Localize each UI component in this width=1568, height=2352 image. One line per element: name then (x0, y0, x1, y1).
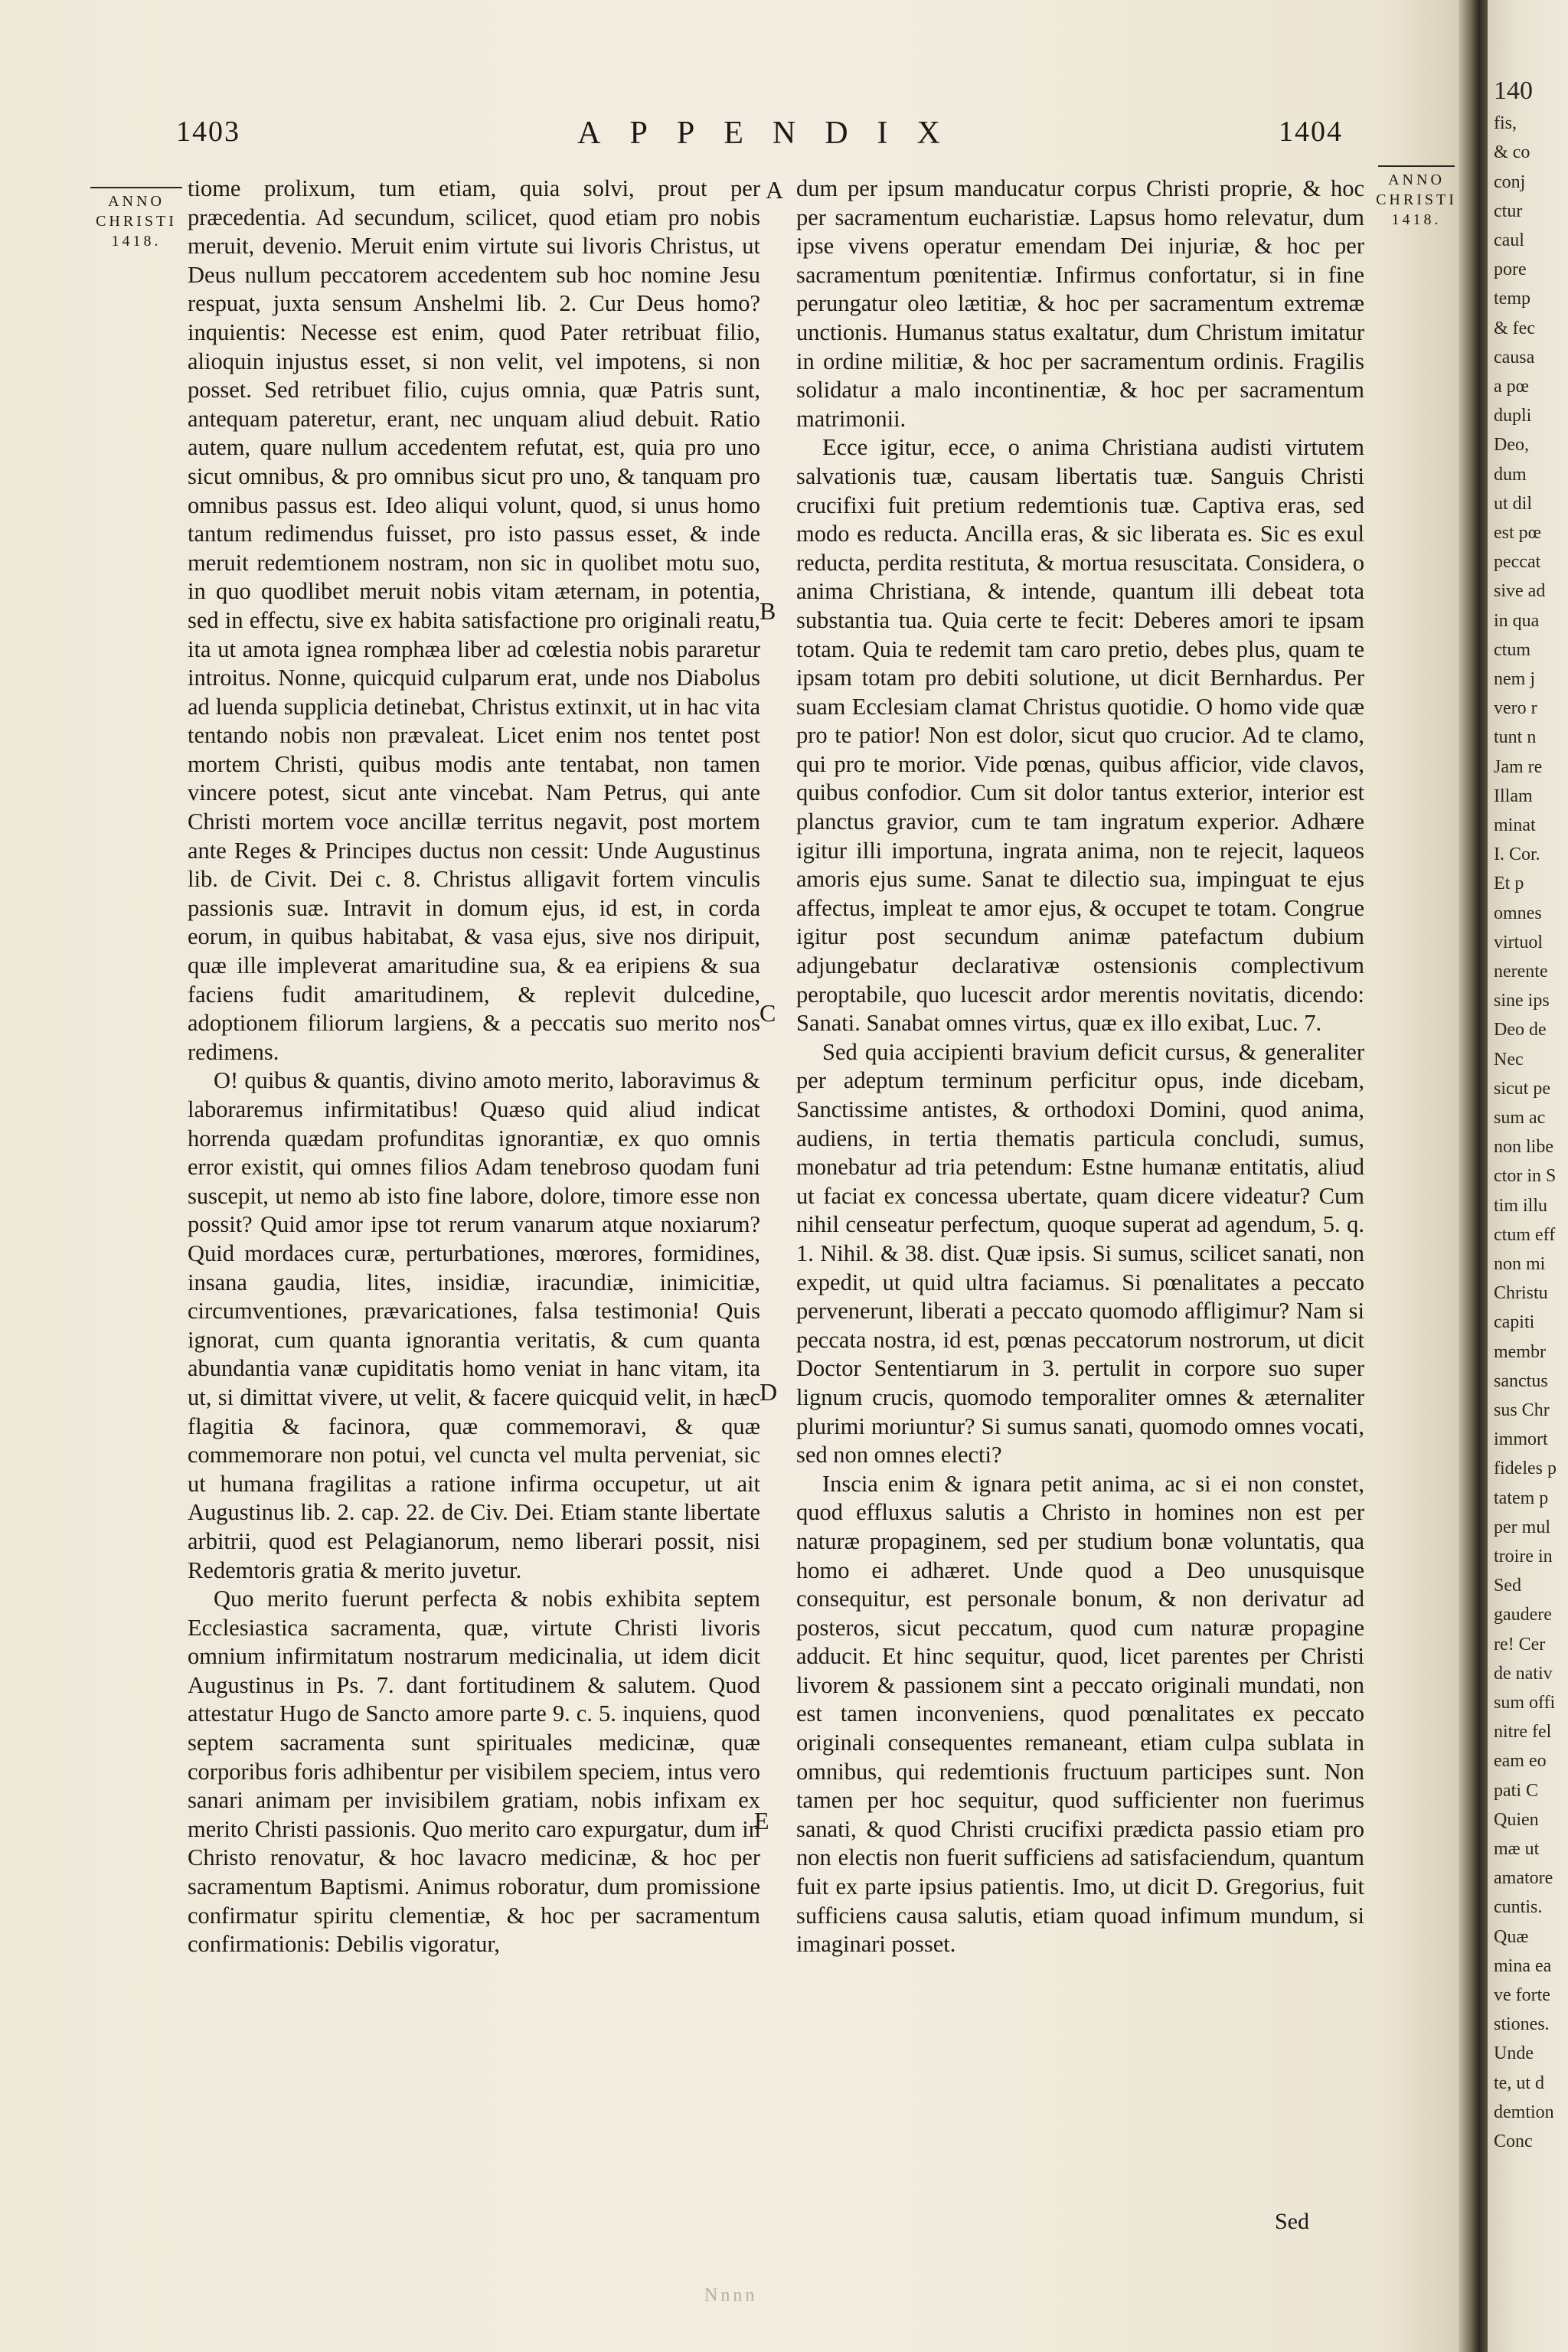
adjacent-page-fragment: causa (1494, 347, 1535, 368)
adjacent-page-fragment: immort (1494, 1429, 1548, 1450)
adjacent-page-fragment: troire in (1494, 1547, 1553, 1566)
margin-year: 1418. (1391, 211, 1442, 228)
adjacent-page-fragment: sum ac (1494, 1108, 1546, 1128)
adjacent-page-fragment: I. Cor. (1494, 844, 1540, 865)
adjacent-page-fragment: Quæ (1494, 1926, 1529, 1947)
adjacent-page-fragment: tatem p (1494, 1488, 1549, 1508)
section-letter-d: D (760, 1378, 778, 1406)
adjacent-page-fragment: Illam (1494, 786, 1533, 806)
adjacent-page-fragment: Christu (1494, 1283, 1548, 1304)
adjacent-page-fragment: Jam re (1494, 756, 1543, 777)
adjacent-page-fragment: non libe (1494, 1137, 1553, 1158)
adjacent-page-fragment: nerente (1494, 962, 1548, 982)
margin-anno: ANNO (1388, 172, 1445, 188)
adjacent-page-fragment: conj (1494, 172, 1526, 192)
adjacent-page-fragment: pore (1494, 260, 1527, 280)
adjacent-page-fragment: minat (1494, 815, 1536, 835)
adjacent-page-fragment: 140 (1494, 77, 1533, 105)
adjacent-page-fragment: Deo, (1494, 435, 1529, 456)
section-letter-a: A (766, 176, 784, 204)
right-page-number: 1404 (1279, 116, 1343, 148)
section-letter-c: C (760, 999, 776, 1027)
adjacent-page-fragment: ctum (1494, 639, 1530, 660)
adjacent-page-fragment: stiones. (1494, 2014, 1550, 2035)
adjacent-page-fragment: ctum eff (1494, 1224, 1556, 1245)
adjacent-page-fragment: virtuol (1494, 932, 1543, 952)
margin-year: 1418. (111, 233, 162, 250)
margin-note-left (83, 187, 190, 251)
signature-mark: Nnnn (704, 2285, 758, 2305)
adjacent-page-fragment: fideles p (1494, 1459, 1557, 1479)
adjacent-page-fragment: sicut pe (1494, 1078, 1550, 1099)
margin-rule (1378, 165, 1455, 167)
adjacent-page-fragment: amatore (1494, 1868, 1553, 1889)
margin-christi: CHRISTI (96, 213, 177, 230)
paragraph: Sed quia accipienti bravium deficit cursus, & generaliter per adeptum terminum perficitur opus, inde dicebam, Sanctissime antistes, & orthodoxi Domini, quod anima, audiens, in tertia thematis particula concludi, sumus, monebatur ad tria petendum: Estne humanæ entitatis, aliud ut faciat ex concessa ubertate, quam dicere videatur? Cum nihil censeatur perfectum, quoque superat ad agendum, 5. q. 1. Nihil. & 38. dist. Quæ ipsis. Si sumus, scilicet sanati, non expedit, ut quid ultra faciamus. Si pœnalitates a peccato pervenerunt, liberati a peccato quomodo affligimur? Nam si peccata nostra, id est, pœnas peccatorum nostrorum, ut dicit Doctor Sententiarum in 3. pertulit in corpore suo super lignum crucis, quomodo temporaliter omnes & æternaliter plurimi moriuntur? Si sumus sanati, quomodo omnes vocati, sed non omnes electi? (796, 1038, 1364, 1468)
book-gutter (1459, 0, 1488, 2352)
adjacent-page-fragment: dum (1494, 464, 1527, 485)
margin-christi: CHRISTI (1376, 191, 1457, 208)
paragraph: tiome prolixum, tum etiam, quia solvi, prout per præcedentia. Ad secundum, scilicet, quod etiam pro nobis meruit, devenio. Meruit enim virtute sui livoris Christus, ut Deus nullum peccatorem accedentem sub hoc nomine Jesu respuat, juxta sensum Anshelmi lib. 2. Cur Deus homo? inquientis: Necesse est enim, quod Pater retribuat filio, alioquin injustus esset, si non velit, vel impotens, si non posset. Sed retribuet filio, cujus omnia, quæ Patris sunt, antequam pateretur, erant, nec unquam aliud debuit. Ratio autem, quare nullum accedentem refutat, est, quia pro uno sicut omnibus, & pro omnibus sicut pro uno, & tanquam pro omnibus passus est. Ideo aliqui volunt, quod, si unus homo tantum redimendus fuisset, pro isto passus esset, & inde meruit redemtionem nostram, non sic in quolibet motu suo, in quo quodlibet meruit nobis vitam æternam, in potentia, sed in effectu, sive ex habita satisfactione pro originali reatu, ita ut amota ignea romphæa liber ad cœlestia nobis pararetur introitus. Nonne, quicquid culparum erat, unde nos Diabolus ad luenda supplicia detinebat, Christus extinxit, ut in hac vita tentando nobis non prævaleat. Licet enim nos tentet post mortem Christi, quibus modis ante tentabat, non tamen vincere potest, sicut ante vincebat. Nam Petrus, qui ante Christi mortem voce ancillæ territus negavit, post mortem ante Reges & Principes ductus non cessit: Unde Augustinus lib. de Civit. Dei c. 8. Christus alligavit fortem vinculis passionis suæ. Intravit in domum ejus, id est, in corda eorum, in quibus habitabat, & vasa ejus, sive nos diripuit, quæ ille impleverat amaritudine sua, & ea eripiens & sua faciens fudit amaritudinem, & replevit dulcedine, adoptionem filiorum largiens, & a peccatis suo merito nos redimens. (188, 175, 760, 1065)
adjacent-page-fragment: demtion (1494, 2102, 1554, 2122)
catchword: Sed (1275, 2209, 1309, 2234)
adjacent-page-fragment: est pœ (1494, 523, 1541, 543)
adjacent-page-fragment: sine ips (1494, 991, 1550, 1011)
adjacent-page-fragment: in qua (1494, 610, 1540, 631)
paragraph: Quo merito fuerunt perfecta & nobis exhibita septem Ecclesiastica sacramenta, quæ, virtute Christi livoris omnium infirmitatum nostrarum medicinalia, ut idem dicit Augustinus in Ps. 7. dant fortitudinem & salutem. Quod attestatur Hugo de Sancto amore parte 9. c. 5. inquiens, quod septem sacramenta sunt spirituales medicinæ, quæ corporibus foris adhibentur per visibilem speciem, intus vero sanari animam per invisibilem gratiam, nobis infixam ex merito Christi passionis. Quo merito caro expurgatur, dum in Christo renovatur, & hoc lavacro medicinæ, & hoc per sacramentum Baptismi. Animus roboratur, dum promissione confirmatur spiritu clementiæ, & hoc per sacramentum confirmationis: Debilis vigoratur, (188, 1586, 760, 1958)
adjacent-page-fragment: pati C (1494, 1780, 1538, 1801)
adjacent-page-fragment: a pœ (1494, 377, 1529, 397)
adjacent-page-fragment: re! Cer (1494, 1634, 1546, 1655)
adjacent-page-fragment: sum offi (1494, 1693, 1556, 1713)
adjacent-page-fragment: & fec (1494, 318, 1535, 338)
adjacent-page-fragment: per mul (1494, 1517, 1550, 1537)
adjacent-page-fragment: ve forte (1494, 1985, 1550, 2005)
adjacent-page-fragment: Conc (1494, 2132, 1533, 2151)
adjacent-page-fragment: de nativ (1494, 1663, 1553, 1684)
adjacent-page-fragment: te, ut d (1494, 2073, 1544, 2093)
left-page-number: 1403 (176, 116, 240, 148)
adjacent-page-fragment: dupli (1494, 406, 1532, 426)
section-letter-b: B (760, 597, 776, 625)
paragraph: Inscia enim & ignara petit anima, ac si ei non constet, quod effluxus salutis a Christo in homines non est per naturæ propaginem, sed per studium bonæ voluntatis, qua homo ei adhæret. Unde quod a Deo unusquisque consequitur, est personale bonum, & non derivatur ad posteros, sicut peccatum, quod cum naturæ propagine adducit. Et hinc sequitur, quod, licet parentes per Christi livorem & passionem sint a peccato originali mundati, non est tamen inconveniens, quod pœnalitates ex peccato originali consequentes remaneant, etiam culpa sublata in omnibus, qui redemtionis fructuum participes sunt. Non tamen per hoc sequitur, quod sufficienter non fuerimus sanati, & quod Christi crucifixi prædicta passio etiam pro non electis non fuerit sufficiens ad satisfaciendum, quantum fuit ex parte ipsius patientis. Imo, ut dicit D. Gregorius, fuit sufficiens causa salutis, etiam quoad infimum mundum, si imaginari posset. (796, 1470, 1364, 1958)
adjacent-page-fragment: sus Chr (1494, 1400, 1550, 1420)
adjacent-page-fragment: fis, (1494, 113, 1517, 134)
adjacent-page-fragment: & co (1494, 142, 1530, 163)
adjacent-page-fragment: capiti (1494, 1312, 1535, 1333)
adjacent-page-fragment: mina ea (1494, 1955, 1552, 1976)
adjacent-page-fragment: Nec (1494, 1049, 1524, 1070)
adjacent-page-fragment: omnes (1494, 903, 1542, 923)
adjacent-page-fragment: membr (1494, 1341, 1546, 1362)
adjacent-page-fragment: Et p (1494, 874, 1524, 894)
adjacent-page-fragment: ut dil (1494, 493, 1533, 514)
adjacent-page-fragment: eam eo (1494, 1751, 1547, 1772)
adjacent-page-fragment: gaudere (1494, 1605, 1552, 1625)
adjacent-page-fragment: non mi (1494, 1254, 1546, 1274)
adjacent-page-fragment: tim illu (1494, 1195, 1548, 1216)
adjacent-page-fragment: mæ ut (1494, 1839, 1540, 1859)
running-title: APPENDIX (577, 116, 969, 151)
adjacent-page-fragment: tunt n (1494, 727, 1537, 748)
adjacent-page-fragment: sive ad (1494, 581, 1546, 602)
margin-rule (90, 187, 182, 188)
adjacent-page-fragment: ctur (1494, 201, 1523, 221)
adjacent-page-fragment: Sed (1494, 1576, 1521, 1596)
adjacent-page-fragment: Deo de (1494, 1020, 1547, 1040)
right-text-column (796, 175, 1364, 1959)
left-text-column (188, 175, 760, 1959)
paragraph: O! quibus & quantis, divino amoto merito, laboravimus & laboraremus infirmitatibus! Quæso quid aliud indicat horrenda quædam profunditas ignorantiæ, ex quo omnis error existit, qui omnes filios Adam tenebroso quodam funi suscepit, ut nemo ab isto fine labore, dolore, timore esse non possit? Quid amor ipse tot rerum vanarum atque noxiarum? Quid mordaces curæ, perturbationes, mœrores, formidines, insana gaudia, lites, insidiæ, iracundiæ, inimicitiæ, circumventiones, prævaricationes, falsa testimonia! Quis ignorat, cum quanta ignorantia veritatis, & cum quanta abundantia vanæ cupiditatis homo veniat in hanc vitam, ita ut, si dimittat vivere, ut velit, & facere quicquid velit, in hæc flagitia & facinora, quæ commemoravi, & quæ commemorare non potui, vel cuncta vel multa perveniat, sic ut humana fragilitas a ratione infirma occupetur, ut ait Augustinus lib. 2. cap. 22. de Civ. Dei. Etiam stante libertate arbitrii, quod est Pelagianorum, nemo liberari possit, nisi Redemtoris gratia & merito juvetur. (188, 1067, 760, 1583)
margin-note-right (1374, 165, 1459, 230)
adjacent-page-fragment: nitre fel (1494, 1722, 1552, 1743)
adjacent-page-fragment: nem j (1494, 669, 1535, 689)
adjacent-page-edge (1488, 0, 1568, 2352)
paragraph: Ecce igitur, ecce, o anima Christiana audisti virtutem salvationis tuæ, causam libertatis tuæ. Sanguis Christi crucifixi fuit pretium redemtionis tuæ. Captiva eras, sed modo es reducta. Ancilla eras, & sic liberata es. Sic es exul reducta, perdita restituta, & mortua resuscitata. Considera, o anima Christiana, & intende, quantum illi debeat tota substantia tua. Quia certe te fecit: Deberes amori te ipsam totam. Quia te redemit tam caro pretio, debes plus, quam te ipsam totam pro debiti solutione, ut dicit Bernhardus. Per suam Ecclesiam clamat Christus quotidie. O homo vide quæ pro te patior! Non est dolor, sicut quo crucior. Ad te clamo, qui pro te morior. Vide pœnas, quibus afficior, vide clavos, quibus confodior. Cum sit dolor tantus exterior, interior est planctus gravior, cum te tam ingratum experior. Adhære igitur illi importuna, ingrata anima, non te rejecit, laqueos amoris ejus sume. Sanat te dilectio sua, impinguat te ejus affectus, impleat te amor ejus, & occupet te totam. Congrue igitur post secundum animæ patefactum dubium adjungebatur declarativæ ostensionis complectivum peroptabile, quo lucescit ardor merentis novitatis, dicendo: Sanati. Sanabat omnes virtus, quæ ex illo exibat, Luc. 7. (796, 434, 1364, 1037)
adjacent-page-fragment: Unde (1494, 2043, 1534, 2064)
adjacent-page-fragment: caul (1494, 230, 1524, 250)
adjacent-page-fragment: Quien (1494, 1809, 1539, 1830)
adjacent-page-fragment: sanctus (1494, 1370, 1548, 1391)
adjacent-page-fragment: temp (1494, 289, 1530, 309)
adjacent-page-fragment: ctor in S (1494, 1166, 1557, 1187)
adjacent-page-fragment: cuntis. (1494, 1897, 1543, 1918)
adjacent-page-fragment: vero r (1494, 698, 1537, 719)
margin-anno: ANNO (108, 193, 165, 210)
paragraph: dum per ipsum manducatur corpus Christi proprie, & hoc per sacramentum eucharistiæ. Lapsus homo relevatur, dum ipse vivens operatur emendam Dei injuriæ, & hoc per sacramentum pœnitentiæ. Infirmus confortatur, si in fine perungatur oleo lætitiæ, & hoc per sacramentum extremæ unctionis. Humanus status exaltatur, dum Christum imitatur in ordine militiæ, & hoc per sacramentum ordinis. Fragilis solidatur a malo incontinentiæ, & hoc per sacramentum matrimonii. (796, 175, 1364, 432)
section-letter-e: E (754, 1807, 769, 1834)
adjacent-page-fragment: peccat (1494, 552, 1541, 573)
